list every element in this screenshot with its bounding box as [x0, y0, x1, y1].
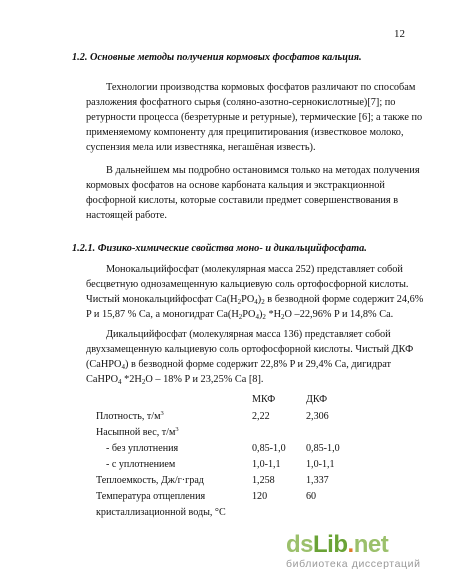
row-label: Температура отщепления	[96, 491, 206, 502]
cell-mkf: 1,258	[252, 475, 275, 486]
cell-dkf: 0,85-1,0	[306, 443, 340, 454]
text-line: Технологии производства кормовых фосфатов различают по способам	[106, 82, 416, 93]
paragraph-further	[86, 163, 420, 223]
cell-mkf: 2,22	[252, 411, 270, 422]
formula-line: P и 15,87 % Ca, а моногидрат $Ca(H_2PO_4)_2$ $*H_2O$ –22,96% P и 14,8% Ca.	[86, 309, 394, 321]
cell-mkf: 1,0-1,1	[252, 459, 281, 470]
text-line: ретурности процесса (безретурные и ретурные), термические [6]; а также по	[86, 112, 423, 123]
text-line: кормовых фосфатов на основе карбоната кальция и экстракционной	[86, 180, 385, 191]
formula-line: (CaHPO$_4$) в безводной форме содержит 22,8% P и 29,4% Ca, дигидрат	[86, 359, 392, 371]
row-label: - без уплотнения	[106, 443, 179, 454]
cell-dkf: 1,337	[306, 475, 329, 486]
subsection-title: 1.2.1. Физико-химические свойства моно- и дикальцийфосфата.	[72, 243, 367, 254]
column-header-mkf: МКФ	[252, 394, 276, 405]
text-line: настоящей работе.	[86, 210, 167, 221]
text-line: Дикальцийфосфат (молекулярная масса 136) представляет собой	[106, 329, 391, 340]
dslib-watermark	[286, 533, 421, 570]
paragraph-dicalcium	[86, 327, 414, 387]
section-title: 1.2. Основные методы получения кормовых фосфатов кальция.	[72, 52, 362, 63]
row-label: Теплоемкость, Дж/г·град	[96, 475, 204, 486]
paragraph-technologies	[86, 80, 423, 155]
text-line: фосфорной кислоты, которые составили предмет совершенствования в	[86, 195, 399, 206]
row-label: Насыпной вес, $т/м^3$	[96, 426, 179, 438]
text-line: В дальнейшем мы подробно остановимся только на методах получения	[106, 165, 420, 176]
formula-line: CaHPO$_4$ $*2H_2O - 18\%$ P и 23,25% Ca [8].	[86, 374, 264, 386]
cell-dkf: 2,306	[306, 411, 329, 422]
text-line: суспензия мела или известняка, негашёная известь).	[86, 142, 316, 153]
row-label: Плотность, $т/м^3$	[96, 410, 164, 422]
text-line: разложения фосфатного сырья (солянo-азотно-сернокислотные)[7]; по	[86, 97, 396, 108]
cell-mkf: 120	[252, 491, 268, 502]
watermark-subtitle: библиотека диссертаций	[286, 558, 421, 570]
formula-line: Чистый монокальцийфосфат $Ca(H_2PO_4)_2$ в безводной форме содержит 24,6%	[86, 294, 424, 306]
text-line: бесцветную однозамещенную кальциевую соль ортофосфорной кислоты.	[86, 279, 409, 290]
text-line: применяемому компоненту для преципитирования (известковое молоко,	[86, 127, 404, 138]
row-label: - с уплотнением	[106, 459, 176, 470]
paragraph-monocalcium	[86, 262, 424, 322]
row-label: кристаллизационной воды, °С	[96, 507, 226, 518]
dslib-logo: dsLib.net	[286, 531, 389, 558]
cell-mkf: 0,85-1,0	[252, 443, 286, 454]
cell-dkf: 1,0-1,1	[306, 459, 335, 470]
text-line: двухзамещенную кальциевую соль ортофосфорной кислоты. Чистый ДКФ	[86, 344, 414, 355]
column-header-dkf: ДКФ	[306, 394, 328, 405]
text-line: Монокальцийфосфат (молекулярная масса 252) представляет собой	[106, 264, 403, 275]
cell-dkf: 60	[306, 491, 317, 502]
page-number: 12	[394, 28, 405, 40]
